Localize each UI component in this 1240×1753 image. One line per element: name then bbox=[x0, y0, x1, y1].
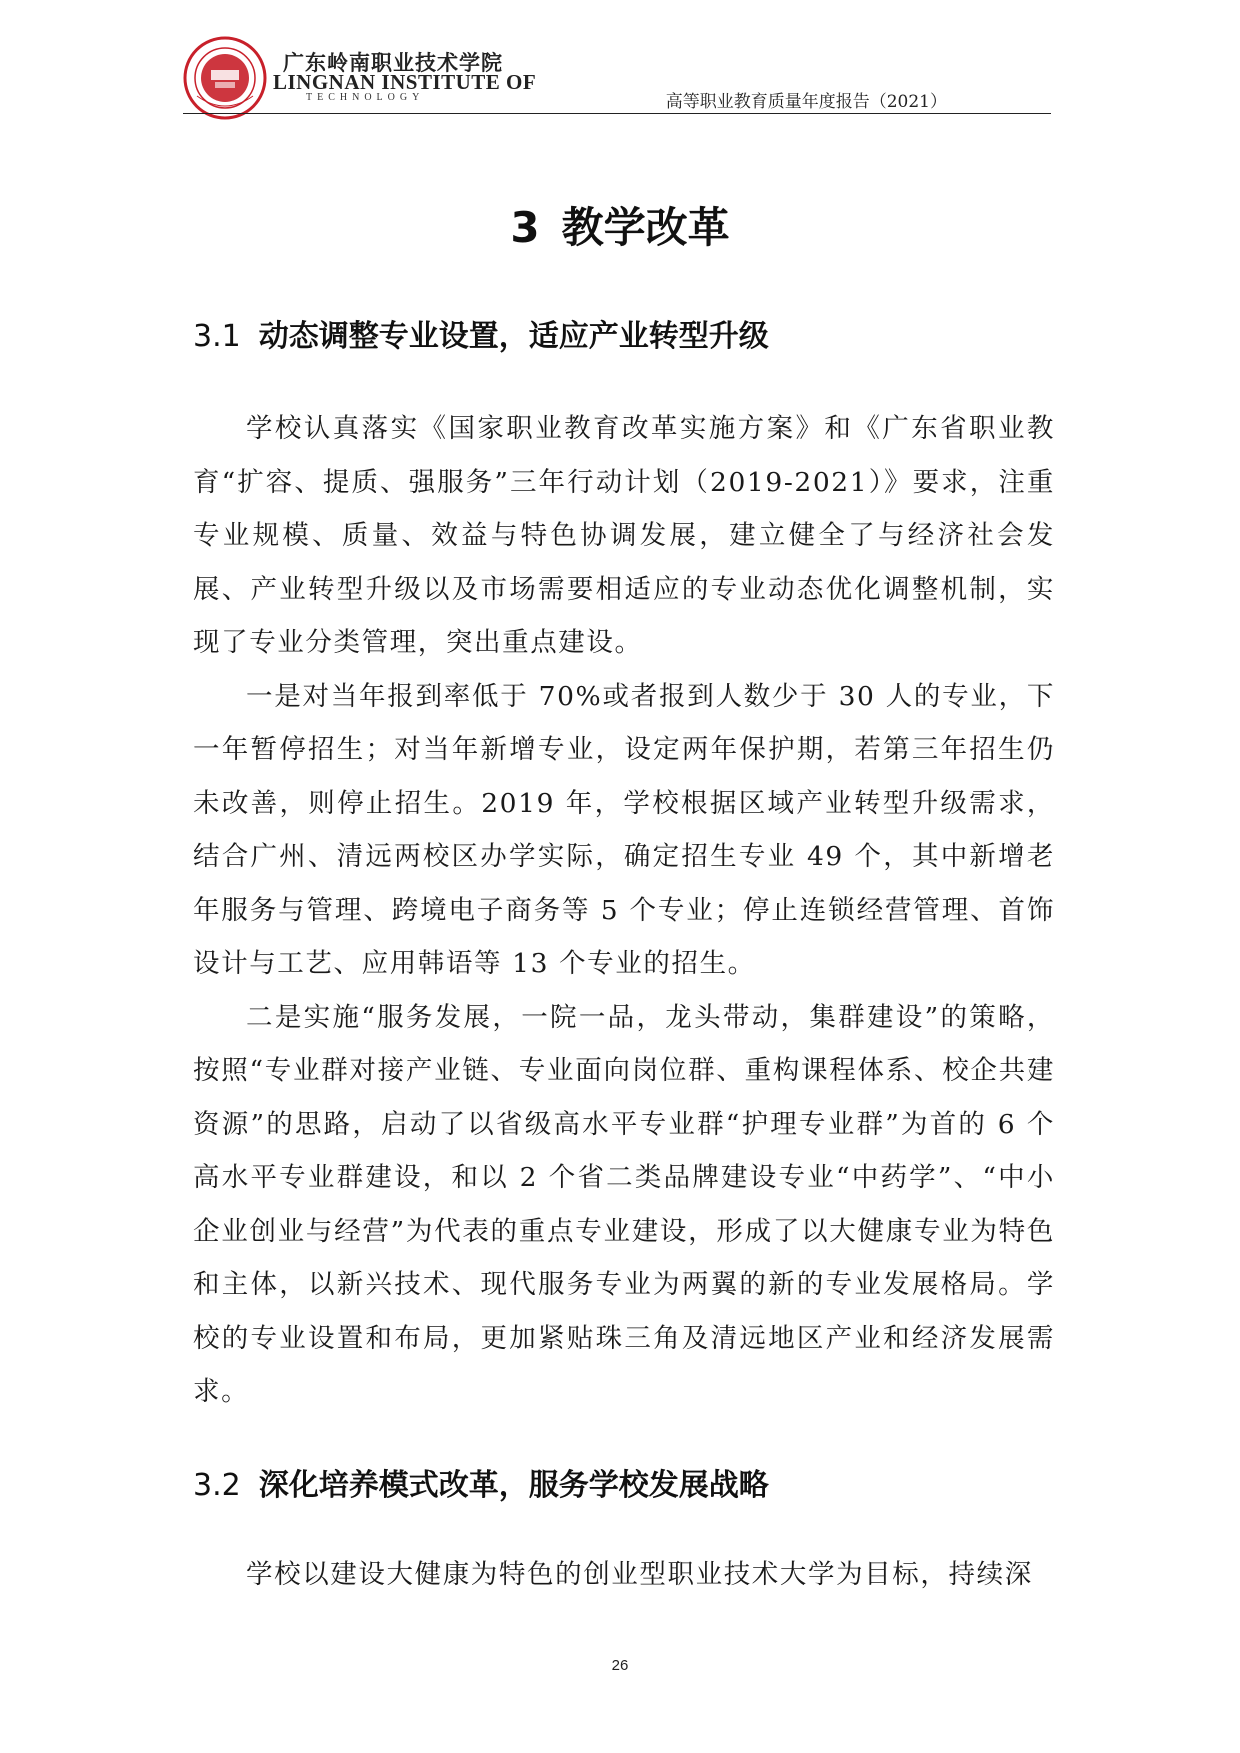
section-number: 3.2 bbox=[193, 1468, 241, 1503]
chapter-title bbox=[0, 195, 1240, 255]
paragraph: 一是对当年报到率低于 70%或者报到人数少于 30 人的专业，下一年暂停招生；对当年新增专业，设定两年保护期，若第三年招生仍未改善，则停止招生。2019 年，学校根据区域产业转型升级需求，结合广州、清远两校区办学实际，确定招生专业 49 个，其中新增老年服务与管理、跨境电子商务等 5 个专业；停止连锁经营管理、首饰设计与工艺、应用韩语等 13 个专业的招生。 bbox=[193, 680, 1055, 979]
section-title: 动态调整专业设置，适应产业转型升级 bbox=[258, 319, 769, 354]
header-divider bbox=[183, 113, 1051, 114]
section-3-1-body bbox=[193, 402, 1055, 1419]
page-header bbox=[0, 0, 1240, 120]
school-seal-logo bbox=[183, 36, 267, 120]
page-number: 26 bbox=[611, 1657, 629, 1674]
section-heading-3-2 bbox=[193, 1460, 769, 1504]
section-title: 深化培养模式改革，服务学校发展战略 bbox=[258, 1468, 769, 1503]
report-title: 高等职业教育质量年度报告（2021） bbox=[665, 92, 947, 112]
school-name-en: LINGNAN INSTITUTE OF bbox=[273, 70, 537, 94]
section-heading-3-1 bbox=[193, 311, 769, 355]
paragraph: 二是实施“服务发展，一院一品，龙头带动，集群建设”的策略，按照“专业群对接产业链、专业面向岗位群、重构课程体系、校企共建资源”的思路，启动了以省级高水平专业群“护理专业群”为首的 6 个高水平专业群建设，和以 2 个省二类品牌建设专业“中药学”、“中小企业创业与经营”为代表的重点专业建设，形成了以大健康专业为特色和主体，以新兴技术、现代服务专业为两翼的新的专业发展格局。学校的专业设置和布局，更加紧贴珠三角及清远地区产业和经济发展需求。 bbox=[193, 1001, 1055, 1407]
chapter-number: 3 bbox=[510, 203, 540, 252]
section-number: 3.1 bbox=[193, 319, 241, 354]
section-3-2-body bbox=[193, 1548, 1055, 1602]
paragraph: 学校认真落实《国家职业教育改革实施方案》和《广东省职业教育“扩容、提质、强服务”三年行动计划（2019-2021）》要求，注重专业规模、质量、效益与特色协调发展，建立健全了与经济社会发展、产业转型升级以及市场需要相适应的专业动态优化调整机制，实现了专业分类管理，突出重点建设。 bbox=[193, 413, 1055, 658]
school-name-cn: 广东岭南职业技术学院 bbox=[283, 51, 503, 75]
school-name-en-sub: TECHNOLOGY bbox=[306, 92, 425, 103]
chapter-title-text: 教学改革 bbox=[561, 203, 730, 252]
paragraph: 学校以建设大健康为特色的创业型职业技术大学为目标，持续深 bbox=[246, 1559, 1033, 1590]
